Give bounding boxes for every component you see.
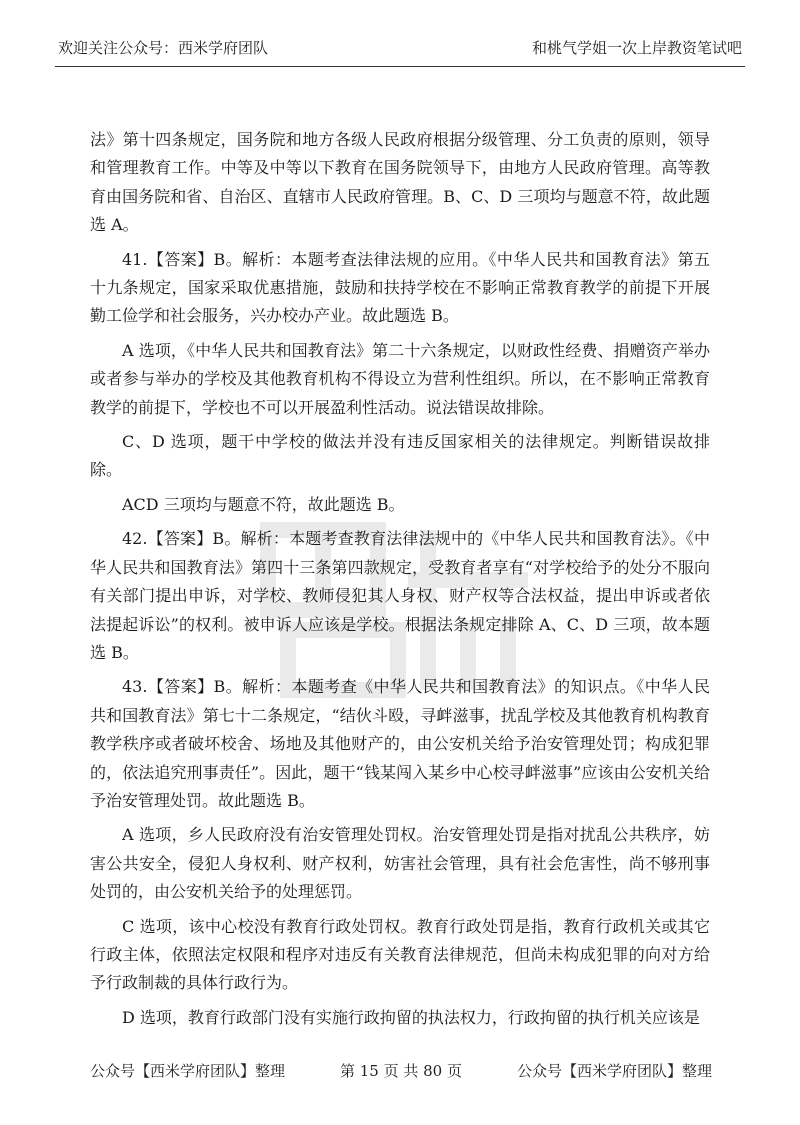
page-footer (90, 1060, 712, 1081)
page-header (58, 38, 742, 58)
document-body (90, 126, 710, 1038)
header-right: 和桃气学姐一次上岸教资笔试吧 (531, 39, 742, 57)
paragraph: A 选项，乡人民政府没有治安管理处罚权。治安管理处罚是指对扰乱公共秩序，妨害公共安全，侵犯人身权利、财产权利，妨害社会管理，具有社会危害性，尚不够刑事处罚的，由公安机关给予的处理惩罚。 (90, 825, 710, 902)
paragraph: 法》第十四条规定，国务院和地方各级人民政府根据分级管理、分工负责的原则，领导和管理教育工作。中等及中等以下教育在国务院领导下，由地方人民政府管理。高等教育由国务院和省、自治区、直辖市人民政府管理。B、C、D 三项均与题意不符，故此题选 A。 (90, 130, 710, 235)
paragraph: 42.【答案】B。解析：本题考查教育法律法规中的《中华人民共和国教育法》。《中华人民共和国教育法》第四十三条第四款规定，受教育者享有“对学校给予的处分不服向有关部门提出申诉，对学校、教师侵犯其人身权、财产权等合法权益，提出申诉或者依法提起诉讼”的权利。被申诉人应该是学校。根据法条规定排除 A、C、D 三项，故本题选 B。 (90, 529, 710, 662)
header-divider (55, 66, 745, 67)
paragraph: 43.【答案】B。解析：本题考查《中华人民共和国教育法》的知识点。《中华人民共和国教育法》第七十二条规定，“结伙斗殴，寻衅滋事，扰乱学校及其他教育机构教育教学秩序或者破坏校舍、场地及其他财产的，由公安机关给予治安管理处罚；构成犯罪的，依法追究刑事责任”。因此，题干“钱某闯入某乡中心校寻衅滋事”应该由公安机关给予治安管理处罚。故此题选 B。 (90, 677, 710, 810)
paragraph: C 选项，该中心校没有教育行政处罚权。教育行政处罚是指，教育行政机关或其它行政主体，依照法定权限和程序对违反有关教育法律规范，但尚未构成犯罪的向对方给予行政制裁的具体行政行为。 (90, 916, 710, 993)
footer-left: 公众号【西米学府团队】整理 (90, 1062, 286, 1080)
footer-right: 公众号【西米学府团队】整理 (516, 1062, 712, 1080)
paragraph: A 选项，《中华人民共和国教育法》第二十六条规定，以财政性经费、捐赠资产举办或者参与举办的学校及其他教育机构不得设立为营利性组织。所以，在不影响正常教育教学的前提下，学校也不可以开展盈利性活动。说法错误故排除。 (90, 340, 710, 417)
header-left: 欢迎关注公众号：西米学府团队 (58, 39, 269, 57)
paragraph: 41.【答案】B。解析：本题考查法律法规的应用。《中华人民共和国教育法》第五十九条规定，国家采取优惠措施，鼓励和扶持学校在不影响正常教育教学的前提下开展勤工俭学和社会服务，兴办校办产业。故此题选 B。 (90, 249, 710, 326)
paragraph: ACD 三项均与题意不符，故此题选 B。 (122, 494, 405, 514)
paragraph: C、D 选项，题干中学校的做法并没有违反国家相关的法律规定。判断错误故排除。 (90, 432, 710, 480)
paragraph: D 选项，教育行政部门没有实施行政拘留的执法权力，行政拘留的执行机关应该是 (122, 1007, 700, 1027)
page-number: 第 15 页 共 80 页 (339, 1062, 462, 1080)
